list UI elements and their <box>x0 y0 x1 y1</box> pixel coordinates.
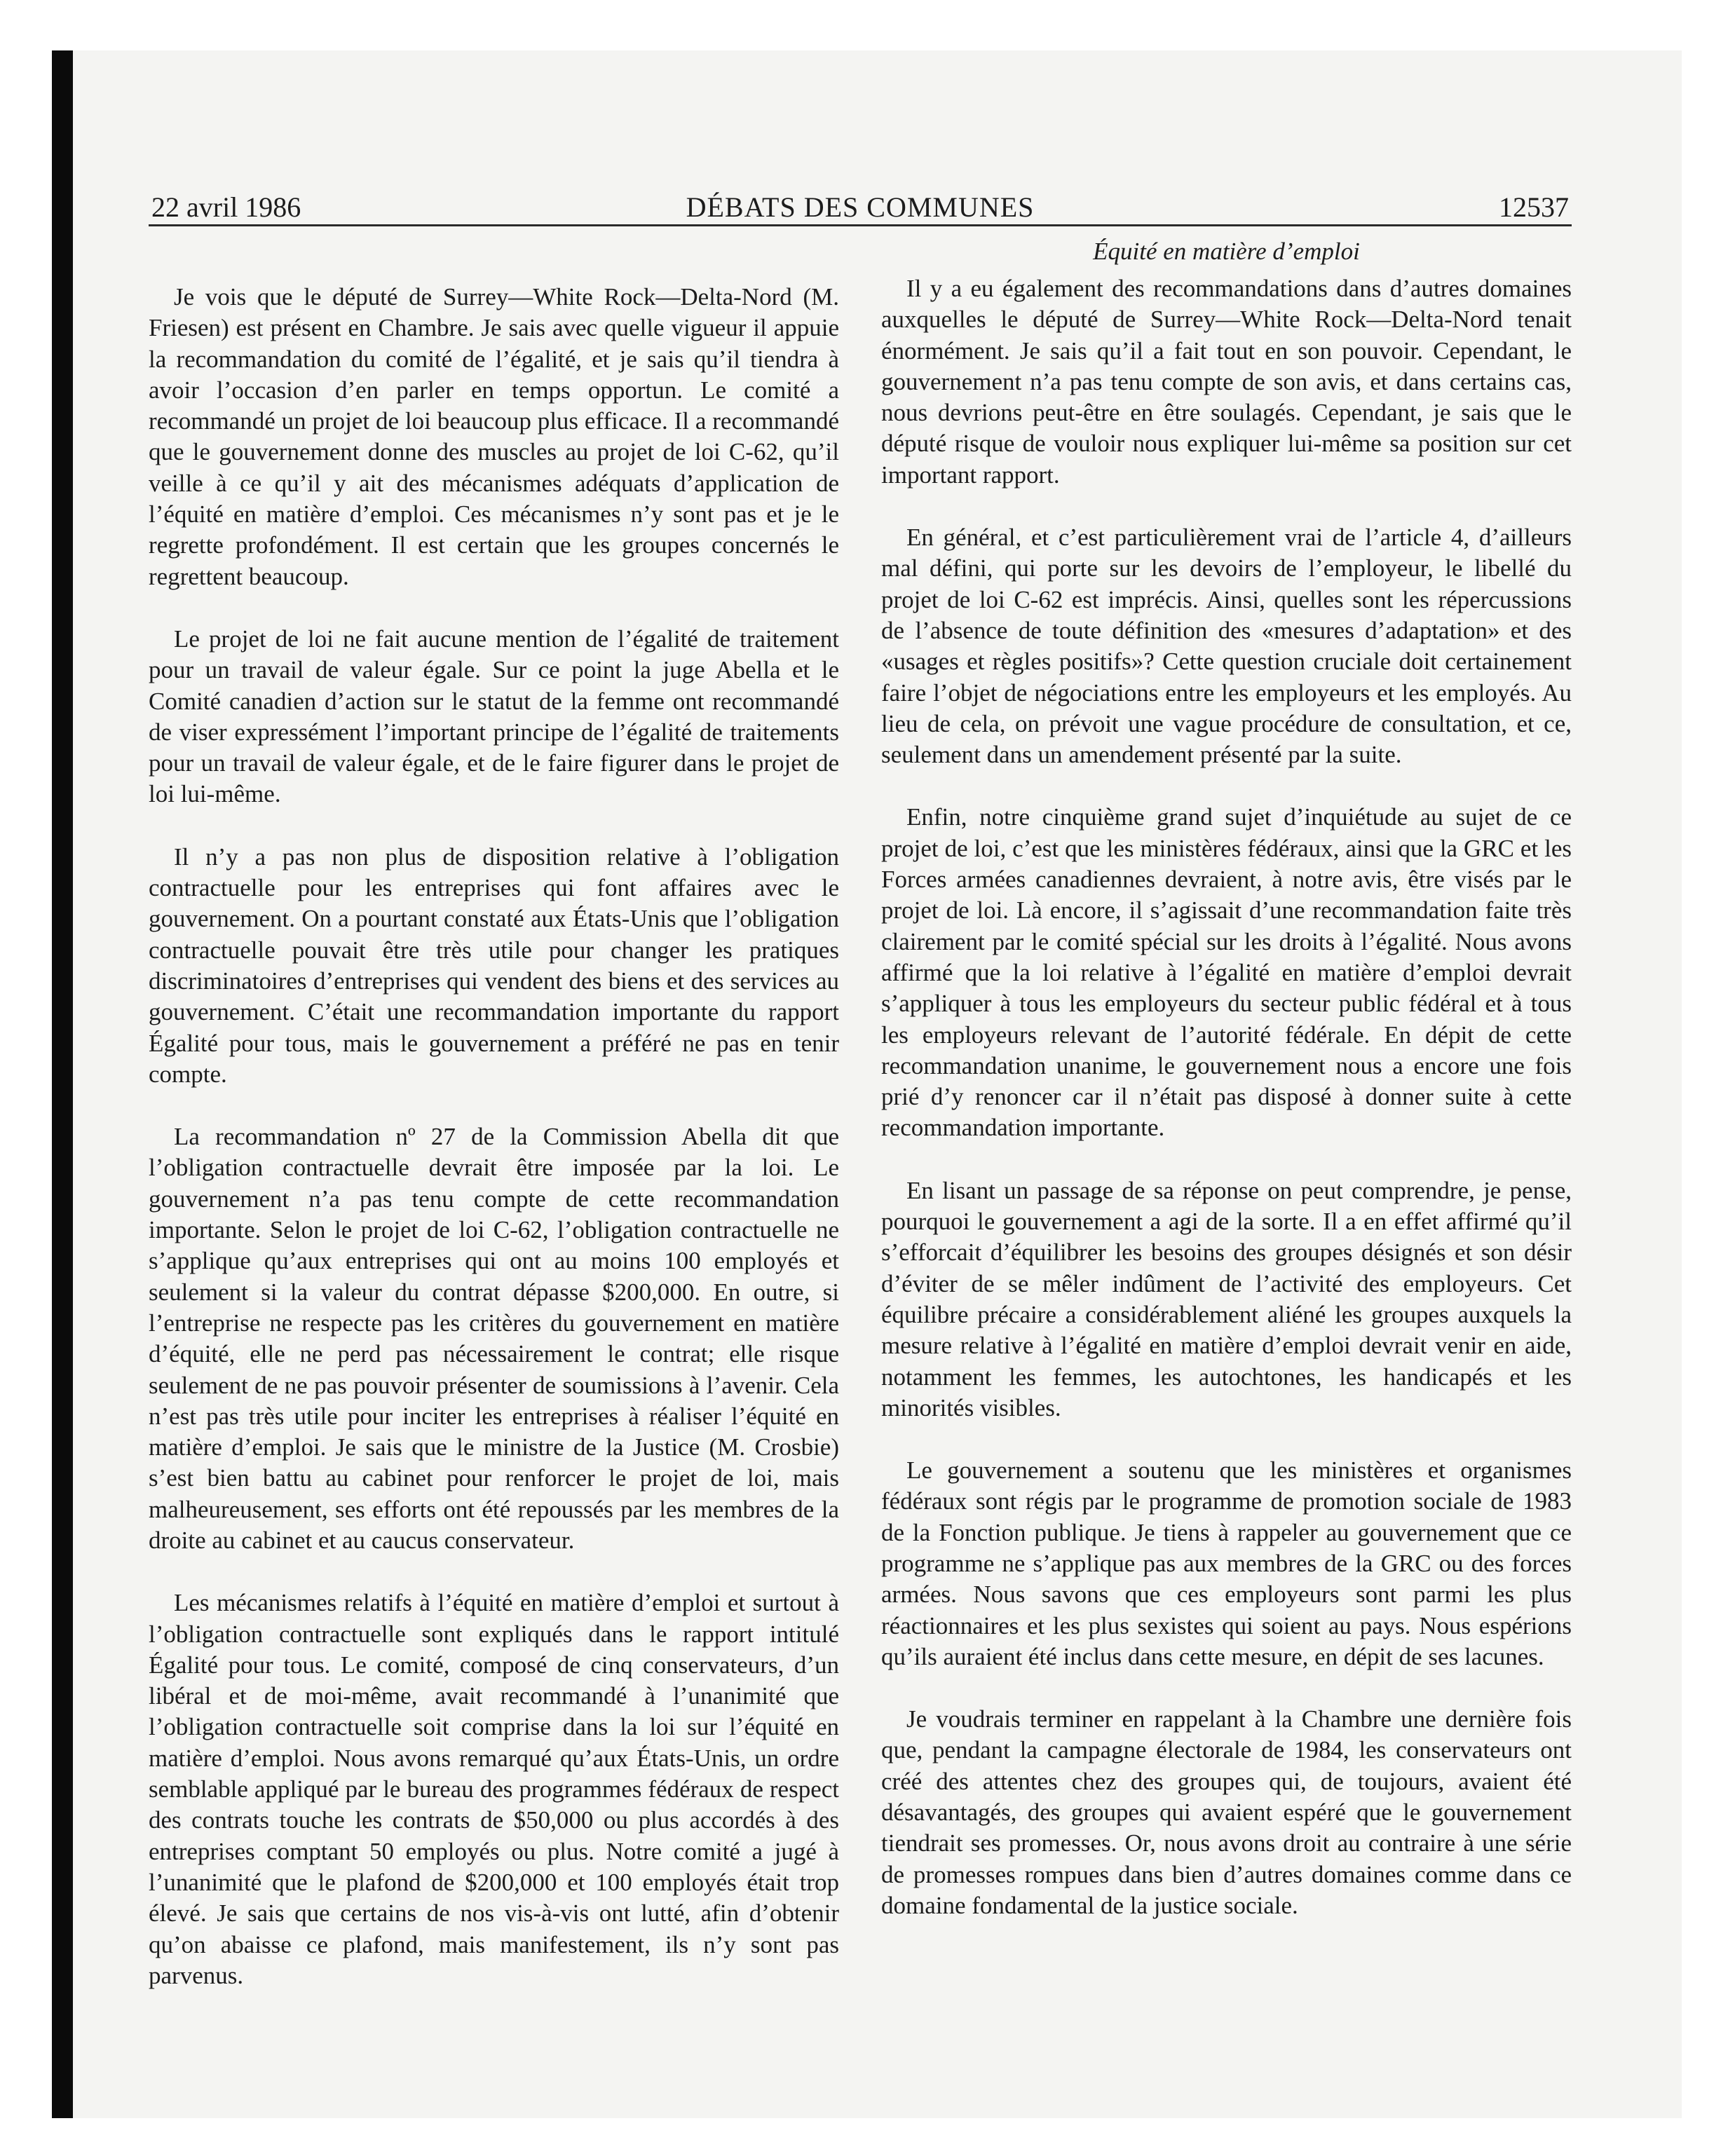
paragraph: Le projet de loi ne fait aucune mention de l’égalité de traitement pour un travail de valeur égale. Sur ce point la juge Abella et le Comité canadien d’action sur le statut de la femme ont recommandé de viser expressément l’important principe de l’égalité de traitements pour un travail de valeur égale, et de le faire figurer dans le projet de loi lui-même. <box>149 625 839 808</box>
hansard-page <box>149 182 1572 2023</box>
paragraph: En général, et c’est particulièrement vrai de l’article 4, d’ailleurs mal défini, qui porte sur les devoirs de l’employeur, le libellé du projet de loi C-62 est imprécis. Ainsi, quelles sont les répercussions de l’absence de toute définition des «mesures d’adaptation» et des «usages et règles positifs»? Cette question cruciale doit certainement faire l’objet de négociations entre les employeurs et les employés. Au lieu de cela, on prévoit une vague procédure de consultation, et ce, seulement dans un amendement présenté par la suite. <box>881 524 1572 769</box>
header-date: 22 avril 1986 <box>151 191 301 223</box>
right-column <box>881 231 1572 2023</box>
running-header <box>149 182 1572 226</box>
paragraph: Les mécanismes relatifs à l’équité en matière d’emploi et surtout à l’obligation contractuelle sont expliqués dans le rapport intitulé Égalité pour tous. Le comité, composé de cinq conservateurs, d’un libéral et de moi-même, avait recommandé à l’unanimité que l’obligation contractuelle soit comprise dans la loi sur l’équité en matière d’emploi. Nous avons remarqué qu’aux États-Unis, un ordre semblable appliqué par le bureau des programmes fédéraux de respect des contrats touche les contrats de $50,000 ou plus accordés à des entreprises comptant 50 employés ou plus. Notre comité a jugé à l’unanimité que le plafond de $200,000 et 100 employés était trop élevé. Je sais que certains de nos vis-à-vis ont lutté, afin d’obtenir qu’on abaisse ce plafond, mais manifestement, ils n’y sont pas parvenus. <box>149 1589 839 1989</box>
paragraph: Je vois que le député de Surrey—White Rock—Delta-Nord (M. Friesen) est présent en Chambre. Je sais avec quelle vigueur il appuie la recommandation du comité de l’égalité, et je sais qu’il tiendra à avoir l’occasion d’en parler en temps opportun. Le comité a recommandé un projet de loi beaucoup plus efficace. Il a recommandé que le gouvernement donne des muscles au projet de loi C-62, qu’il veille à ce qu’il y ait des mécanismes adéquats d’application de l’équité en matière d’emploi. Ces mécanismes n’y sont pas et je le regrette profondément. Il est certain que les groupes concernés le regrettent beaucoup. <box>149 283 839 590</box>
binding-shadow <box>52 50 73 2118</box>
paragraph: En lisant un passage de sa réponse on peut comprendre, je pense, pourquoi le gouvernement a agi de la sorte. Il a en effet affirmé qu’il s’efforcait d’équilibrer les besoins des groupes désignés et son désir d’éviter de se mêler indûment de l’activité des employeurs. Cet équilibre précaire a considérablement aliéné les groupes auxquels la mesure relative à l’égalité en matière d’emploi devrait venir en aide, notamment les femmes, les autochtones, les handicapés et les minorités visibles. <box>881 1176 1572 1421</box>
paragraph: Je voudrais terminer en rappelant à la Chambre une dernière fois que, pendant la campagne électorale de 1984, les conservateurs ont créé des attentes chez des groupes qui, de toujours, avaient été désavantagés, des groupes qui avaient espéré que le gouvernement tiendrait ses promesses. Or, nous avons droit au contraire à une série de promesses rompues dans bien d’autres domaines comme dans ce domaine fondamental de la justice sociale. <box>881 1705 1572 1919</box>
paragraph: Le gouvernement a soutenu que les ministères et organismes fédéraux sont régis par le programme de promotion sociale de 1983 de la Fonction publique. Je tiens à rappeler au gouvernement que ce programme ne s’applique pas aux membres de la GRC ou des forces armées. Nous savons que ces employeurs sont parmi les plus réactionnaires et les plus sexistes qui soient au pays. Nous espérions qu’ils auraient été inclus dans cette mesure, en dépit de ses lacunes. <box>881 1456 1572 1670</box>
paragraph: Il n’y a pas non plus de disposition relative à l’obligation contractuelle pour les entreprises qui font affaires avec le gouvernement. On a pourtant constaté aux États-Unis que l’obligation contractuelle pouvait être très utile pour changer les pratiques discriminatoires d’entreprises qui vendent des biens et des services au gouvernement. C’était une recommandation importante du rapport Égalité pour tous, mais le gouvernement a préféré ne pas en tenir compte. <box>149 842 839 1088</box>
paragraph: Enfin, notre cinquième grand sujet d’inquiétude au sujet de ce projet de loi, c’est que les ministères fédéraux, ainsi que la GRC et les Forces armées canadiennes devraient, à notre avis, être visés par le projet de loi. Là encore, il s’agissait d’une recommandation faite très clairement par le comité spécial sur les droits à l’égalité. Nous avons affirmé que la loi relative à l’égalité en matière d’emploi devrait s’appliquer à tous les employeurs du secteur public fédéral et à tous les employeurs relevant de l’autorité fédérale. En dépit de cette recommandation unanime, le gouvernement nous a encore une fois prié d’y renoncer car il n’était pas disposé à donner suite à cette recommandation importante. <box>881 803 1572 1142</box>
header-title: DÉBATS DES COMMUNES <box>686 191 1035 223</box>
text-columns <box>149 231 1572 2023</box>
section-heading: Équité en matière d’emploi <box>1093 238 1360 265</box>
paragraph: La recommandation nº 27 de la Commission Abella dit que l’obligation contractuelle devrait être imposée par la loi. Le gouvernement n’a pas tenu compte de cette recommandation importante. Selon le projet de loi C-62, l’obligation contractuelle ne s’applique qu’aux entreprises qui ont au moins 100 employés et seulement si la valeur du contrat dépasse $200,000. En outre, si l’entreprise ne respecte pas les critères du gouvernement en matière d’équité, elle ne perd pas nécessairement le contrat; elle risque seulement de ne pas pouvoir présenter de soumissions à l’avenir. Cela n’est pas très utile pour inciter les entreprises à réaliser l’équité en matière d’emploi. Je sais que le ministre de la Justice (M. Crosbie) s’est bien battu au cabinet pour renforcer le projet de loi, mais malheureusement, ses efforts ont été repoussés par les membres de la droite au cabinet et au caucus conservateur. <box>149 1123 839 1554</box>
paragraph: Il y a eu également des recommandations dans d’autres domaines auxquelles le député de Surrey—White Rock—Delta-Nord tenait énormément. Je sais qu’il a fait tout en son pouvoir. Cependant, le gouvernement n’a pas tenu compte de son avis, et dans certains cas, nous devrions peut-être en être soulagés. Cependant, je sais que le député risque de vouloir nous expliquer lui-même sa position sur cet important rapport. <box>881 275 1572 489</box>
header-page-number: 12537 <box>1499 191 1569 223</box>
left-column <box>149 231 839 2023</box>
